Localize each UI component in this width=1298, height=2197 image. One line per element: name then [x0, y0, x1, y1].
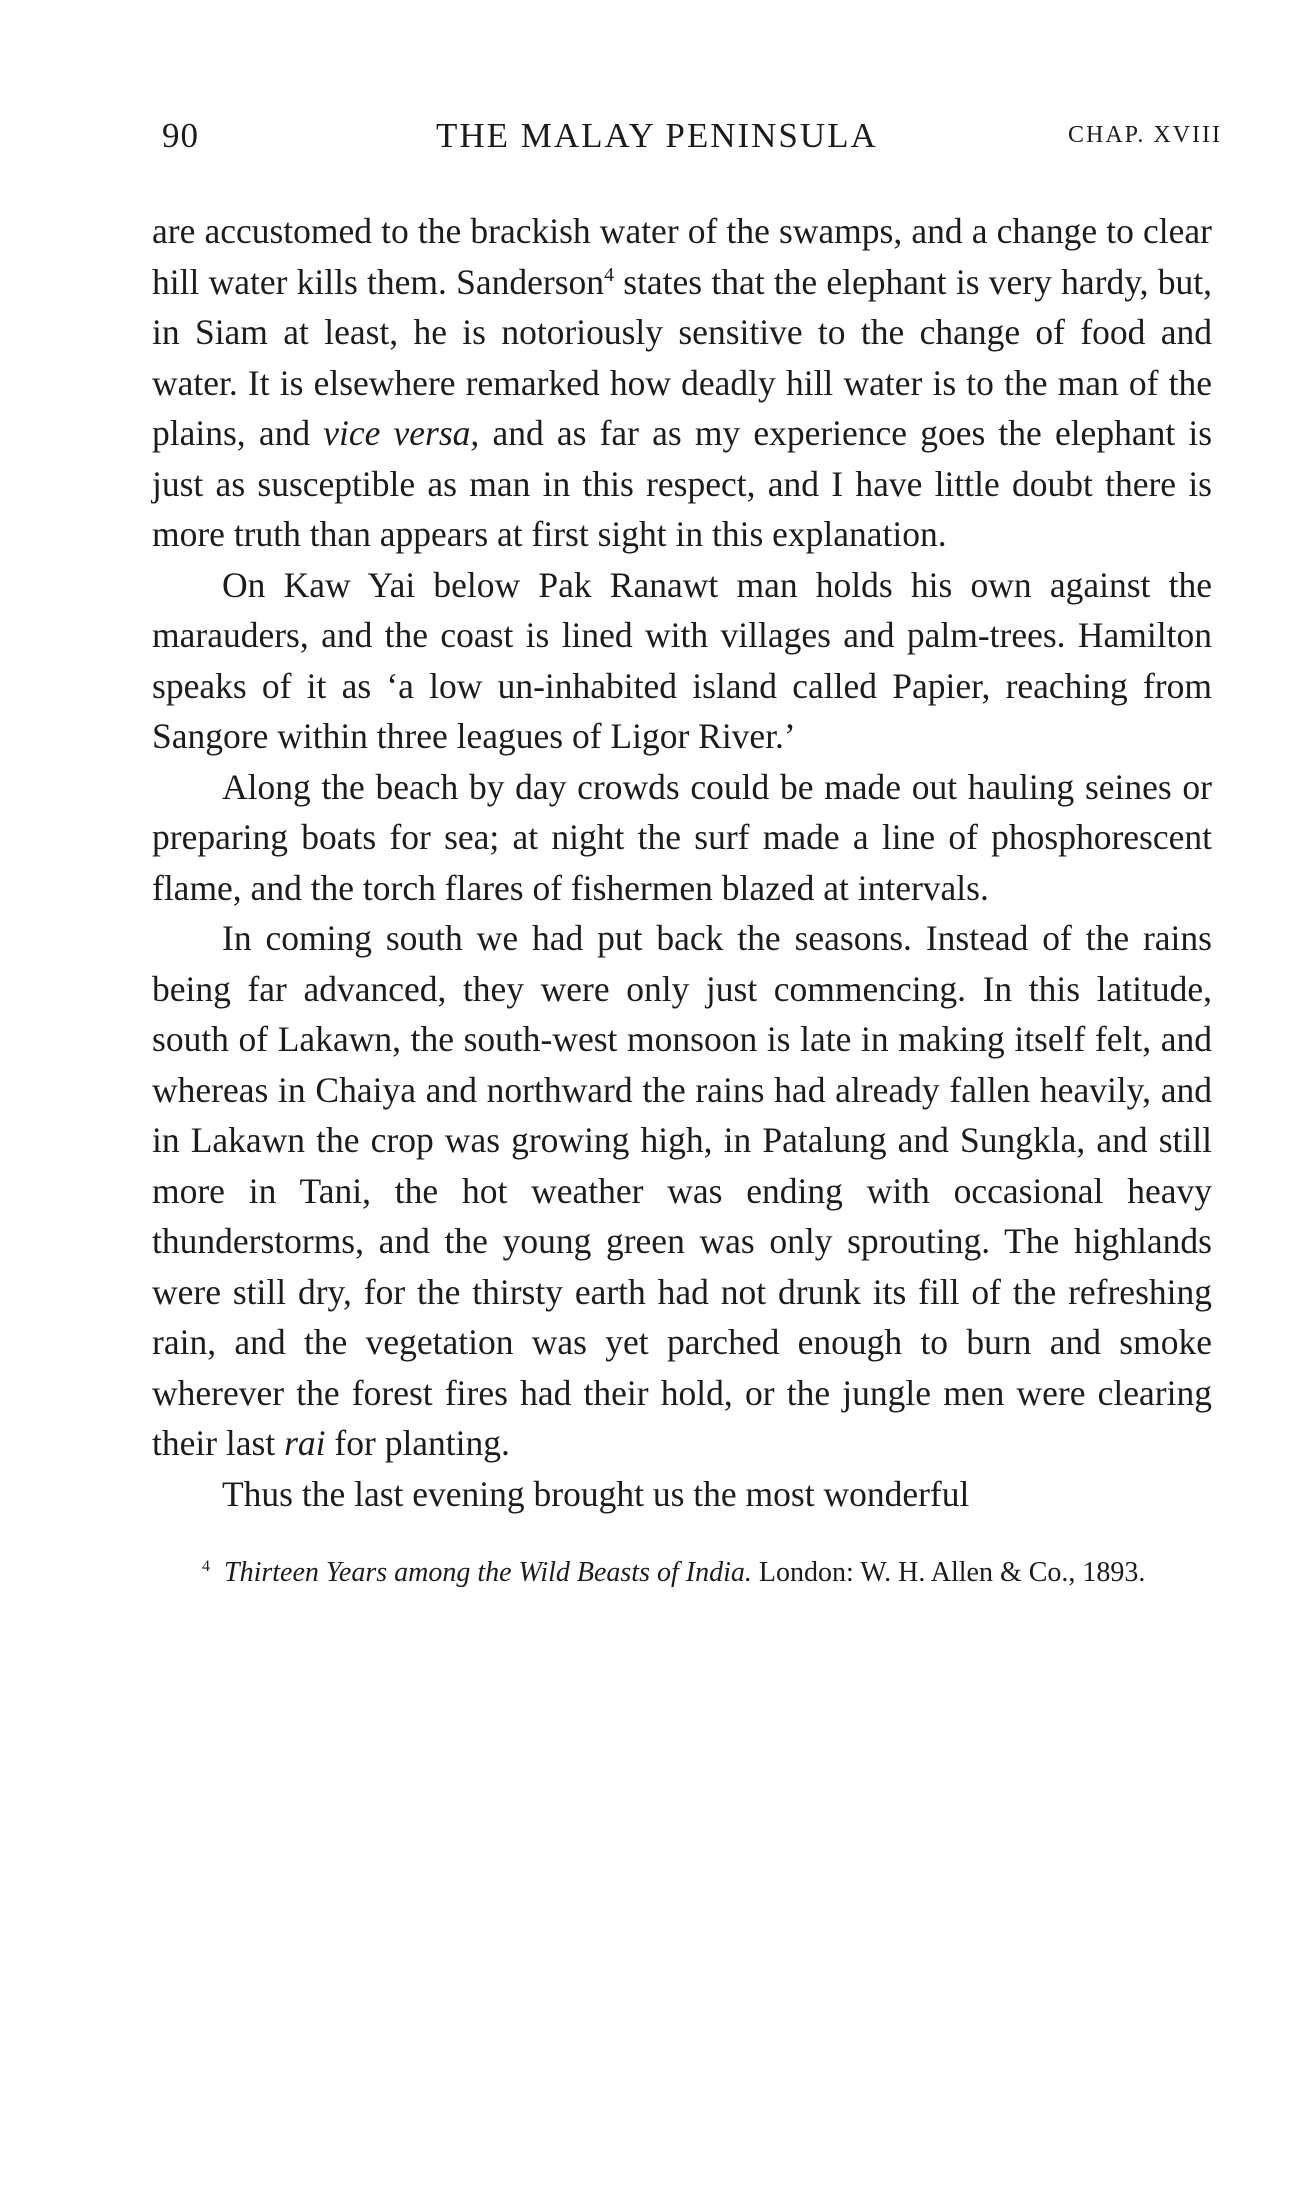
paragraph-2: On Kaw Yai below Pak Ranawt man holds his own against the marauders, and the coast is lined with villages and palm-trees. Hamilton speaks of it as ‘a low un-inhabited island called Papier, reaching from Sangore within three leagues of Ligor River.’	[152, 564, 1212, 756]
paragraph-5: Thus the last evening brought us the most wonderful	[222, 1473, 970, 1514]
paragraph-1-part-a: are accustomed to the brackish water of the swamps, and a change to clear hill water kills them. Sanderson	[152, 211, 1212, 302]
footnote-mark: 4	[202, 1557, 210, 1575]
running-title: THE MALAY PENINSULA	[436, 116, 878, 155]
footnote	[152, 1553, 1212, 1593]
paragraph-1-italic: vice versa,	[323, 413, 480, 453]
page-number: 90	[162, 116, 199, 155]
paragraph-4	[152, 913, 1212, 1469]
paragraph-1-part-b: states that the elephant is very hardy, but, in Siam at least, he is notoriously sensitive to the change of food and water. It is elsewhere remarked how deadly hill water is to the man of the plains, and	[152, 261, 1212, 453]
footnote-reference: 4	[604, 263, 615, 286]
paragraph-1	[152, 206, 1212, 560]
footnote-title: Thirteen Years among the Wild Beasts of India.	[224, 1557, 752, 1588]
paragraph-4-part-a: In coming south we had put back the seasons. Instead of the rains being far advanced, they were only just commencing. In this latitude, south of Lakawn, the south-west monsoon is late in making itself felt, and whereas in Chaiya and northward the rains had already fallen heavily, and in Lakawn the crop was growing high, in Patalung and Sungkla, and still more in Tani, the hot weather was ending with occasional heavy thunderstorms, and the young green was only sprouting. The highlands were still dry, for the thirsty earth had not drunk its fill of the refreshing rain, and the vegetation was yet parched enough to burn and smoke wherever the forest fires had their hold, or the jungle men were clearing their last	[152, 918, 1212, 1463]
paragraph-4-italic: rai	[284, 1423, 326, 1463]
body-text	[152, 206, 1212, 1519]
chapter-label: CHAP. XVIII	[1068, 122, 1222, 148]
paragraph-1-part-c: and as far as my experience goes the elephant is just as susceptible as man in this respect, and I have little doubt there is more truth than appears at first sight in this explanation.	[152, 413, 1213, 554]
book-page	[152, 108, 1222, 1593]
paragraph-4-part-b: for planting.	[325, 1423, 510, 1463]
paragraph-3: Along the beach by day crowds could be made out hauling seines or preparing boats for sea; at night the surf made a line of phosphorescent flame, and the torch flares of fishermen blazed at intervals.	[152, 766, 1212, 908]
running-head	[152, 108, 1222, 160]
footnote-publisher: London: W. H. Allen & Co., 1893.	[751, 1557, 1146, 1588]
